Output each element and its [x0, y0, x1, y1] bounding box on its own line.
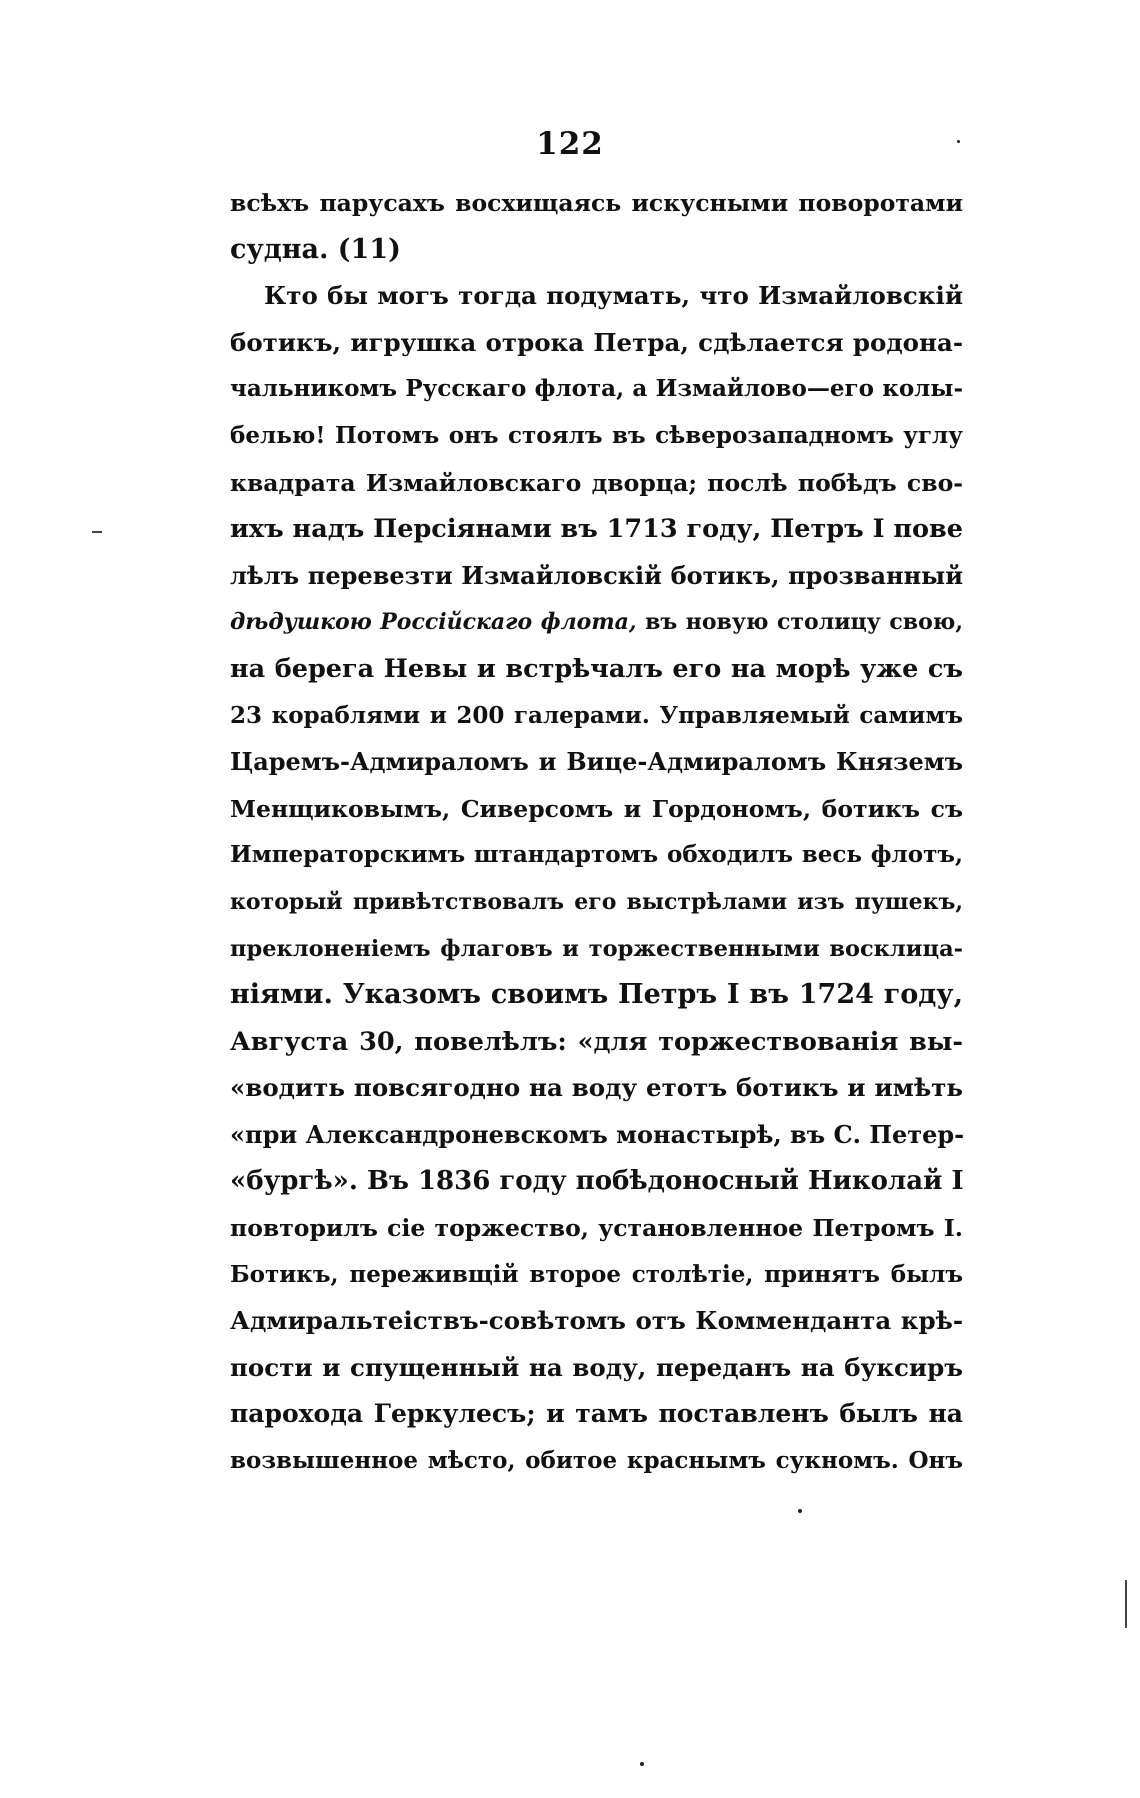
text-line: который привѣтствовалъ его выстрѣлами изъ пушекъ,	[230, 888, 963, 915]
text-line: Ботикъ, переживщій второе столѣтіе, принятъ былъ	[230, 1260, 963, 1288]
scan-mark	[1125, 1580, 1127, 1628]
text-line: на берега Невы и встрѣчалъ его на морѣ уже съ	[230, 653, 963, 684]
text-line: повторилъ сіе торжество, установленное Петромъ I.	[230, 1214, 963, 1243]
text-line-with-italic	[230, 599, 963, 646]
text-line: «водить повсягодно на воду етотъ ботикъ и имѣть	[230, 1073, 963, 1103]
text-line: Менщиковымъ, Сиверсомъ и Гордономъ, ботикъ съ	[230, 794, 963, 823]
text-line: ихъ надъ Персіянами въ 1713 году, Петръ I пове	[230, 514, 964, 545]
text-line: чальникомъ Русскаго флота, а Измайлово—его колы-	[230, 375, 963, 403]
text-line: ботикъ, игрушка отрока Петра, сдѣлается родона-	[230, 327, 963, 357]
text-line: Царемъ-Адмираломъ и Вице-Адмираломъ Княземъ	[230, 747, 963, 777]
body-text	[230, 180, 963, 1485]
text-line: белью! Потомъ онъ стоялъ въ сѣверозападномъ углу	[230, 421, 963, 449]
scan-speck	[798, 1509, 802, 1513]
text-line: Августа 30, повелѣлъ: «для торжествованія вы-	[230, 1026, 963, 1057]
text-line: «бургѣ». Въ 1836 году побѣдоносный Николай I	[230, 1166, 964, 1197]
text-line: пости и спущенный на воду, переданъ на буксиръ	[230, 1352, 963, 1382]
text-line: всѣхъ парусахъ восхищаясь искусными поворотами	[230, 189, 963, 217]
text-line: парохода Геркулесъ; и тамъ поставленъ былъ на	[230, 1399, 963, 1429]
text-line: Адмиральтеіствъ-совѣтомъ отъ Коммендантa крѣ-	[230, 1306, 963, 1336]
scan-speck	[640, 1762, 644, 1766]
text-line: судна. (11)	[230, 233, 401, 265]
line-suffix: въ новую столицу свою,	[636, 609, 963, 636]
text-line: лѣлъ перевезти Измайловскій ботикъ, прозванный	[230, 560, 963, 590]
scan-speck	[957, 140, 960, 143]
text-line: преклоненіемъ флаговъ и торжественными восклица-	[230, 935, 963, 962]
text-line: ніями. Указомъ своимъ Петръ I въ 1724 году,	[230, 979, 963, 1011]
italic-phrase: дѣдушкою Россійскаго флота,	[230, 609, 637, 636]
text-line: Императорскимъ штандартомъ обходилъ весь флотъ,	[230, 841, 963, 869]
text-line: «при Александроневскомъ монастырѣ, въ С. Петер-	[230, 1119, 965, 1149]
text-line: Кто бы могъ тогда подумать, что Измайловскій	[264, 281, 963, 311]
text-line: возвышенное мѣсто, обитое краснымъ сукномъ. Онъ	[230, 1447, 963, 1475]
text-line: квадрата Измайловскаго дворца; послѣ побѣдъ сво-	[230, 468, 963, 497]
scan-mark	[92, 531, 102, 533]
page-number: 122	[536, 126, 604, 162]
text-line: 23 кораблями и 200 галерами. Управляемый самимъ	[230, 701, 963, 729]
